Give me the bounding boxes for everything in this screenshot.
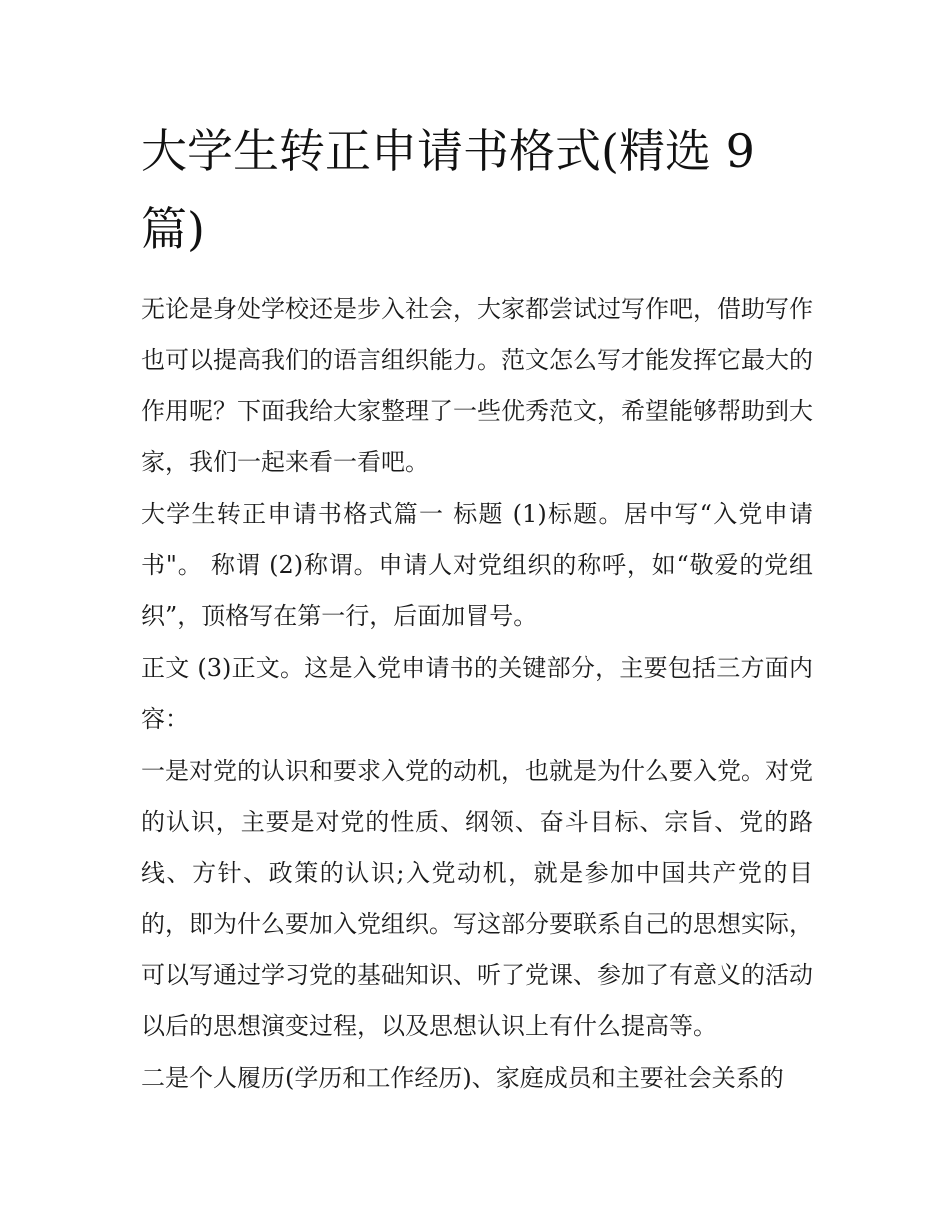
history-paragraph: 二是个人履历(学历和工作经历)、家庭成员和主要社会关系的: [141, 1064, 784, 1092]
section-one-paragraph: 大学生转正申请书格式篇一 标题 (1)标题。居中写“入党申请书"。 称谓 (2)称谓。申请人对党组织的称呼，如“敬爱的党组织”，顶格写在第一行，后面加冒号。: [141, 500, 813, 630]
document-body: [141, 112, 813, 1105]
motivation-paragraph: 一是对党的认识和要求入党的动机，也就是为什么要入党。对党的认识，主要是对党的性质、纲领、奋斗目标、宗旨、党的路线、方针、政策的认识;入党动机，就是参加中国共产党的目的，即为什么要加入党组织。写这部分要联系自己的思想实际，可以写通过学习党的基础知识、听了党课、参加了有意义的活动以后的思想演变过程，以及思想认识上有什么提高等。: [141, 757, 813, 1040]
page-title: 大学生转正申请书格式(精选 9 篇): [141, 124, 755, 256]
intro-paragraph: 无论是身处学校还是步入社会，大家都尝试过写作吧，借助写作也可以提高我们的语言组织能力。范文怎么写才能发挥它最大的作用呢？下面我给大家整理了一些优秀范文，希望能够帮助到大家，我们一起来看一看吧。: [141, 295, 813, 476]
body-intro-paragraph: 正文 (3)正文。这是入党申请书的关键部分，主要包括三方面内容：: [141, 654, 813, 733]
